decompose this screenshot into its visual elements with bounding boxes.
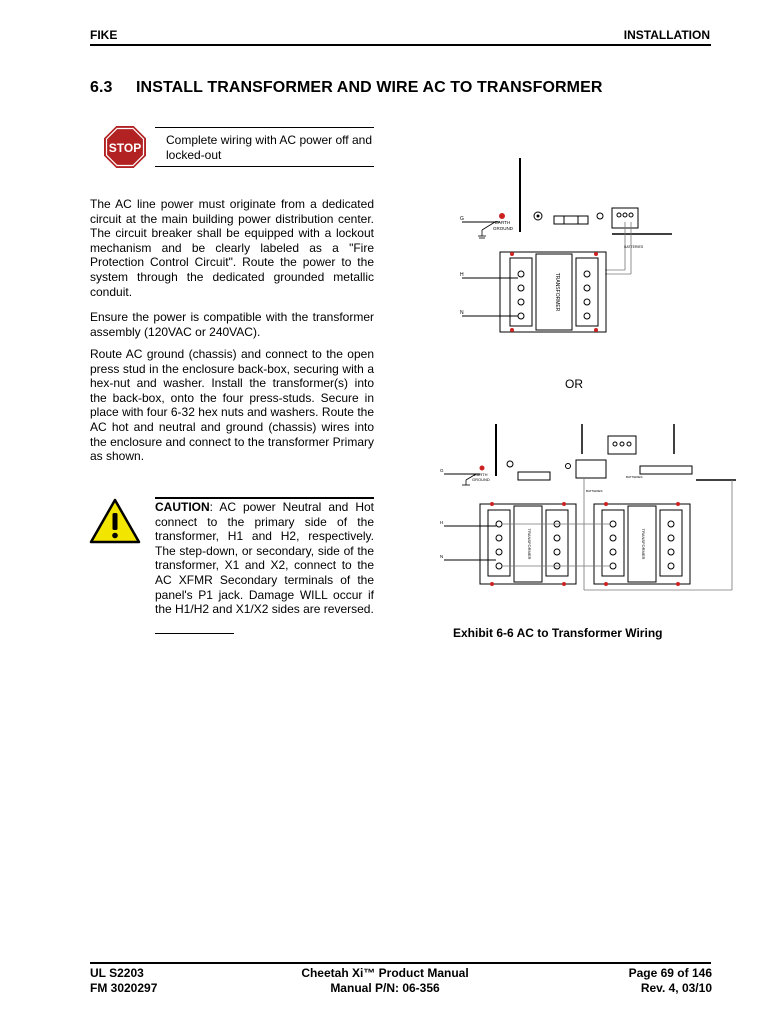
caution-rule-bottom [155,633,234,634]
label-h-2: H [440,520,444,525]
caution-rule-top [155,497,374,499]
label-n-2: N [440,554,444,559]
label-earth-3: EARTH [474,472,488,477]
diagram-single-transformer [440,150,680,360]
section-title-text: INSTALL TRANSFORMER AND WIRE AC TO TRANSFORMER [136,79,603,96]
caution-label: CAUTION [155,500,210,514]
footer-left [90,966,157,995]
label-batteries-1: BATTERIES [586,489,603,493]
section-title [90,79,603,97]
stop-sign-icon [104,126,146,168]
exhibit-caption: Exhibit 6-6 AC to Transformer Wiring [453,626,663,640]
caution-body: : AC power Neutral and Hot connect to the primary side of the transformer, H1 and H2, respectively. The step-down, or secondary, side of the transformer, X1 and X2, connect to the AC XFMR Secondary terminals of the panel's P1 jack. Damage WILL occur if the H1/H2 and X1/X2 sides are reversed. [155,500,374,617]
or-text: OR [565,377,583,391]
footer-revision: Rev. 4, 03/10 [640,980,712,995]
footer-manual-title: Cheetah Xi™ Product Manual [301,966,469,980]
label-n: N [460,310,464,316]
label-earth-1: EARTH [495,220,511,225]
footer-part-number: Manual P/N: 06-356 [330,980,440,995]
label-g-2: G [440,468,444,473]
label-earth-4: GROUND [472,477,490,482]
label-transformer: TRANSFORMER [554,272,560,312]
label-transformer-b: TRANSFORMER [641,528,646,560]
footer-center [250,966,520,995]
stop-note-rule-top [155,127,374,128]
header-right: INSTALLATION [623,28,710,42]
footer-rule [90,962,711,964]
caution-warning-icon [89,497,141,545]
paragraph-ground-install: Route AC ground (chassis) and connect to the open press stud in the enclosure back-box, securing with a hex-nut and washer. Install the transformer(s) into the back-box, onto the four press-studs. Secure in place with four 6-32 hex nuts and washers. Route the AC hot and neutral and ground (chassis) wires into the enclosure and connect to the transformer Primary as shown. [90,347,374,464]
header-left: FIKE [90,28,118,42]
section-number: 6.3 [90,79,113,96]
footer-page: Page 69 of 146 [628,966,712,980]
caution-text [155,500,374,617]
label-g: G [460,216,464,222]
label-batteries: BATTERIES [624,245,644,249]
diagram-dual-transformer [436,420,736,610]
label-batteries-2: BATTERIES [626,475,643,479]
stop-sign-text: STOP [108,141,142,155]
label-h: H [460,272,464,278]
label-transformer-a: TRANSFORMER [527,528,532,560]
header-rule [90,44,711,46]
footer-ul: UL S2203 [90,966,144,980]
paragraph-compatibility: Ensure the power is compatible with the transformer assembly (120VAC or 240VAC). [90,310,374,339]
footer-fm: FM 3020297 [90,980,158,995]
label-earth-2: GROUND [493,226,513,231]
footer-right [629,966,712,995]
stop-note-rule-bottom [155,166,374,167]
stop-note-text: Complete wiring with AC power off and locked-out [166,133,372,162]
paragraph-ac-line: The AC line power must originate from a dedicated circuit at the main building power distribution center. The circuit breaker shall be equipped with a lockout mechanism and be clearly labeled as a "Fire Protection Control Circuit". Route the power to the system through the dedicated grounded metallic conduit. [90,197,374,299]
